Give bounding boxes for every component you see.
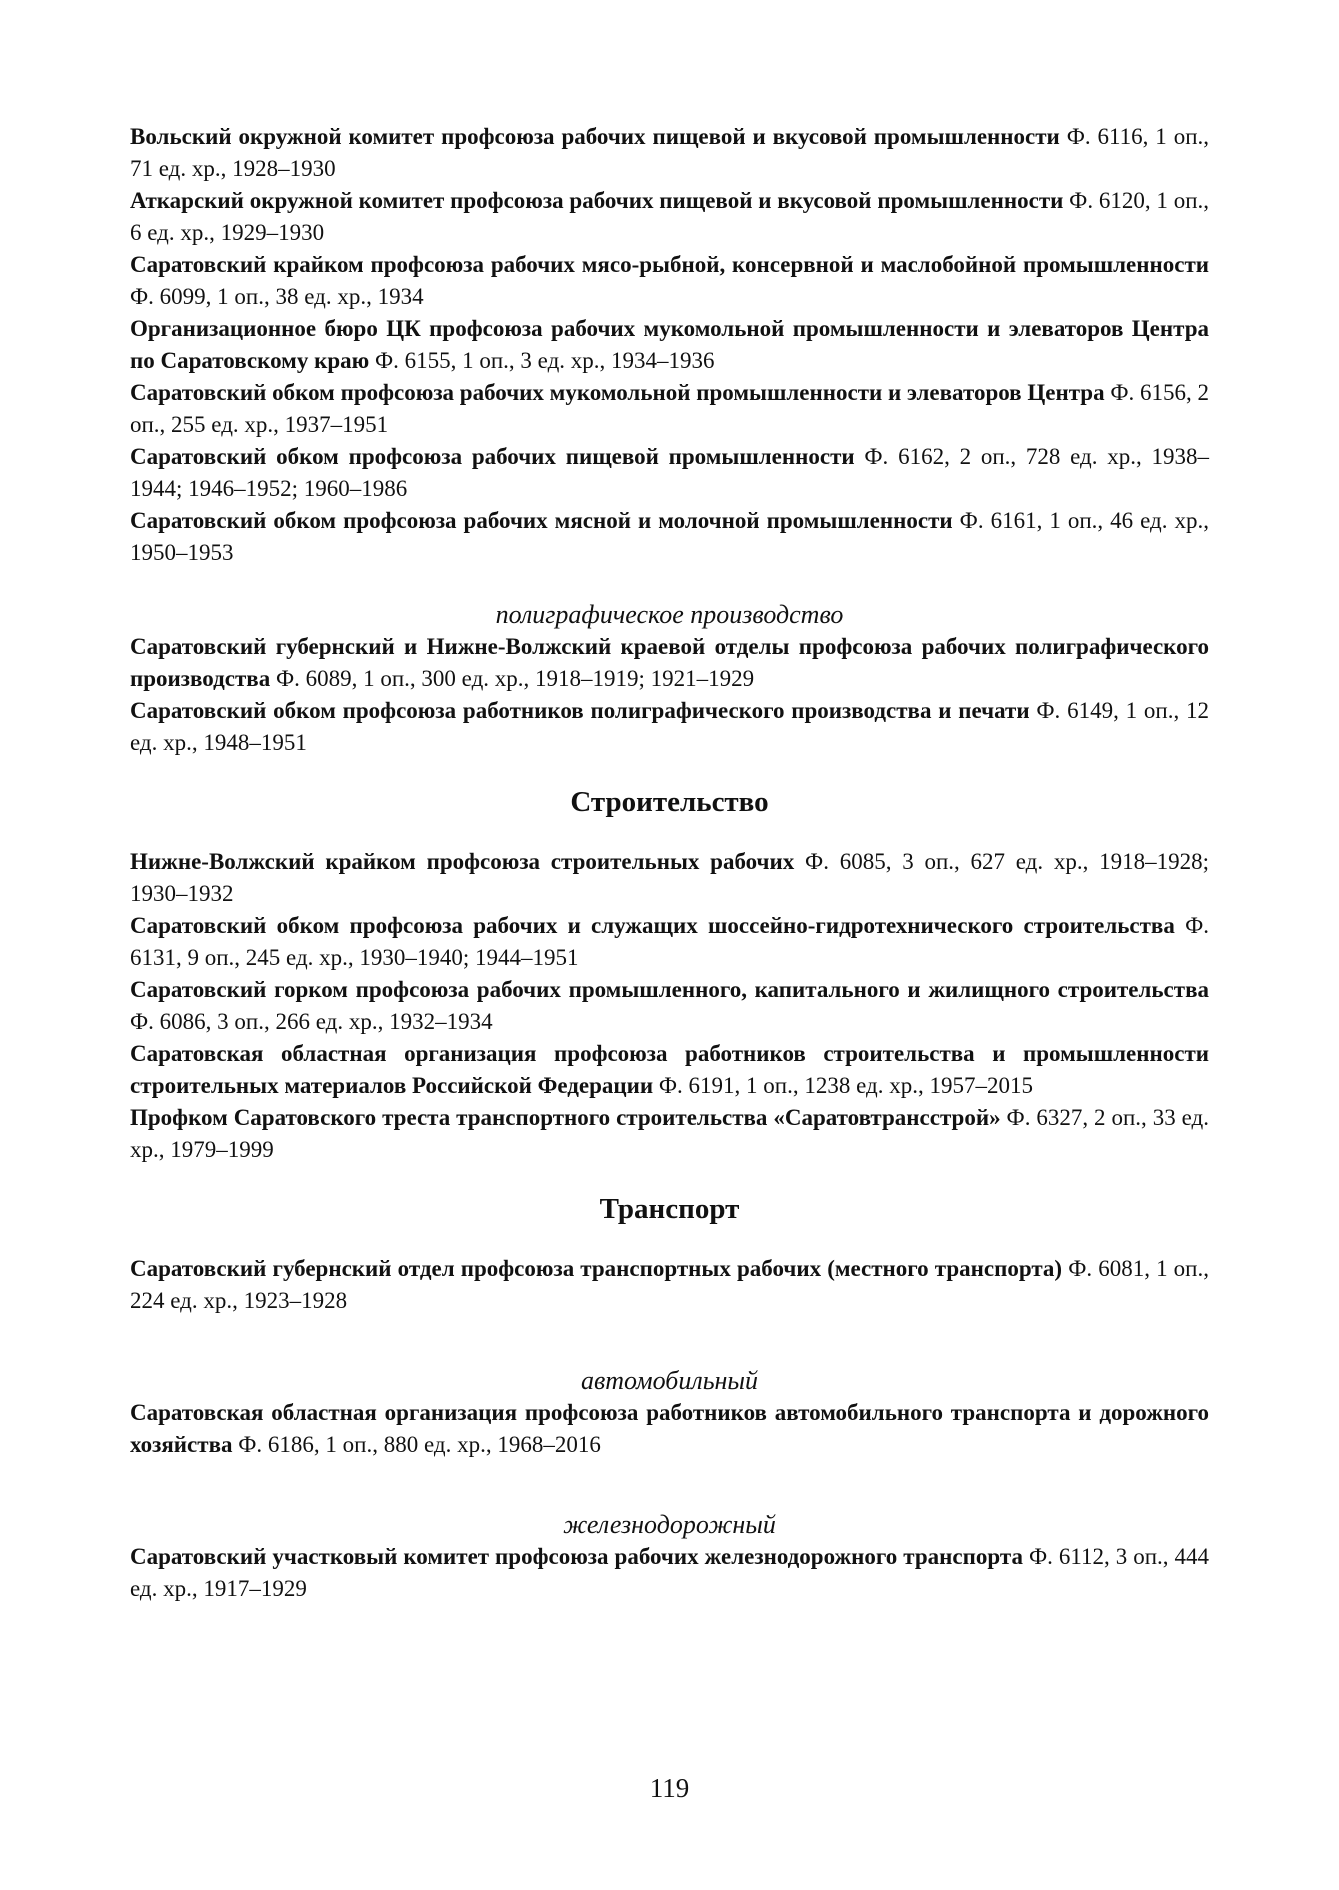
archive-entry: [130, 695, 1209, 759]
subheading-auto: автомобильный: [580, 1366, 759, 1395]
entry-org: Саратовский губернский отдел профсоюза транспортных рабочих (местного транспорта): [130, 1256, 1063, 1281]
archive-entry: [130, 1541, 1209, 1605]
archive-entry: [130, 1038, 1209, 1102]
auto-entries: [130, 1397, 1209, 1461]
entry-ref: Ф. 6120, 1 оп., 6 ед. хр., 1929–1930: [130, 188, 1210, 245]
archive-entry: [130, 1397, 1209, 1461]
page-content: [130, 121, 1209, 1605]
entry-org: Саратовский крайком профсоюза рабочих мясо-рыбной, консервной и маслобойной промышленности: [130, 252, 1209, 277]
entry-ref: Ф. 6116, 1 оп., 71 ед. хр., 1928–1930: [130, 124, 1210, 181]
archive-entry: [130, 249, 1209, 313]
entry-ref: Ф. 6085, 3 оп., 627 ед. хр., 1918–1928; 1930–1932: [130, 849, 1210, 906]
entry-ref: Ф. 6156, 2 оп., 255 ед. хр., 1937–1951: [130, 380, 1209, 437]
entry-ref: Ф. 6186, 1 оп., 880 ед. хр., 1968–2016: [238, 1432, 601, 1457]
archive-entry: [130, 377, 1209, 441]
entry-ref: Ф. 6112, 3 оп., 444 ед. хр., 1917–1929: [130, 1544, 1209, 1601]
entry-org: Саратовская областная организация профсоюза работников строительства и промышленности строительных материалов Российской Федерации: [130, 1041, 1209, 1098]
archive-entry: [130, 1102, 1209, 1166]
entry-org: Вольский окружной комитет профсоюза рабочих пищевой и вкусовой промышленности: [130, 124, 1060, 149]
archive-entry: [130, 846, 1209, 910]
entry-org: Саратовский обком профсоюза рабочих мясной и молочной промышленности: [130, 508, 953, 533]
entry-org: Саратовский участковый комитет профсоюза рабочих железнодорожного транспорта: [130, 1544, 1023, 1569]
polygraph-entries: [130, 631, 1209, 759]
page-number: 119: [649, 1773, 690, 1803]
entry-org: Саратовский горком профсоюза рабочих промышленного, капитального и жилищного строительства: [130, 977, 1209, 1002]
entry-ref: Ф. 6081, 1 оп., 224 ед. хр., 1923–1928: [130, 1256, 1209, 1313]
subheading-polygraph: полиграфическое производство: [495, 600, 844, 629]
rail-entries: [130, 1541, 1209, 1605]
entry-ref: Ф. 6327, 2 оп., 33 ед. хр., 1979–1999: [130, 1105, 1210, 1162]
entry-org: Профком Саратовского треста транспортного строительства «Саратовтрансстрой»: [130, 1105, 1001, 1130]
archive-entry: [130, 631, 1209, 695]
entry-org: Саратовская областная организация профсоюза работников автомобильного транспорта и дорожного хозяйства: [130, 1400, 1209, 1457]
entry-ref: Ф. 6086, 3 оп., 266 ед. хр., 1932–1934: [130, 1009, 493, 1034]
archive-entry: [130, 313, 1209, 377]
entry-org: Саратовский обком профсоюза работников полиграфического производства и печати: [130, 698, 1030, 723]
entry-org: Саратовский обком профсоюза рабочих пищевой промышленности: [130, 444, 855, 469]
section-heading-transport: Транспорт: [599, 1193, 740, 1225]
entry-org: Саратовский обком профсоюза рабочих мукомольной промышленности и элеваторов Центра: [130, 380, 1105, 405]
food-entries: [130, 121, 1209, 569]
archive-entry: [130, 910, 1209, 974]
entry-org: Саратовский губернский и Нижне-Волжский краевой отделы профсоюза рабочих полиграфического производства: [130, 634, 1209, 691]
entry-org: Организационное бюро ЦК профсоюза рабочих мукомольной промышленности и элеваторов Центра по Саратовскому краю: [130, 316, 1209, 373]
construction-entries: [130, 846, 1209, 1166]
entry-org: Аткарский окружной комитет профсоюза рабочих пищевой и вкусовой промышленности: [130, 188, 1064, 213]
section-heading-construction: Строительство: [570, 786, 769, 818]
archive-entry: [130, 505, 1209, 569]
entry-org: Саратовский обком профсоюза рабочих и служащих шоссейно-гидротехнического строительства: [130, 913, 1175, 938]
entry-ref: Ф. 6099, 1 оп., 38 ед. хр., 1934: [130, 284, 424, 309]
entry-ref: Ф. 6155, 1 оп., 3 ед. хр., 1934–1936: [374, 348, 715, 373]
transport-entries: [130, 1253, 1209, 1317]
archive-entry: [130, 974, 1209, 1038]
entry-ref: Ф. 6162, 2 оп., 728 ед. хр., 1938–1944; 1946–1952; 1960–1986: [130, 444, 1210, 501]
archive-entry: [130, 1253, 1209, 1317]
archive-entry: [130, 185, 1209, 249]
archive-entry: [130, 121, 1209, 185]
entry-ref: Ф. 6149, 1 оп., 12 ед. хр., 1948–1951: [130, 698, 1210, 755]
entry-ref: Ф. 6131, 9 оп., 245 ед. хр., 1930–1940; 1944–1951: [130, 913, 1209, 970]
subheading-rail: железнодорожный: [563, 1510, 776, 1539]
entry-org: Нижне-Волжский крайком профсоюза строительных рабочих: [130, 849, 795, 874]
entry-ref: Ф. 6089, 1 оп., 300 ед. хр., 1918–1919; 1921–1929: [275, 666, 755, 691]
entry-ref: Ф. 6191, 1 оп., 1238 ед. хр., 1957–2015: [658, 1073, 1033, 1098]
entry-ref: Ф. 6161, 1 оп., 46 ед. хр., 1950–1953: [130, 508, 1210, 565]
archive-entry: [130, 441, 1209, 505]
